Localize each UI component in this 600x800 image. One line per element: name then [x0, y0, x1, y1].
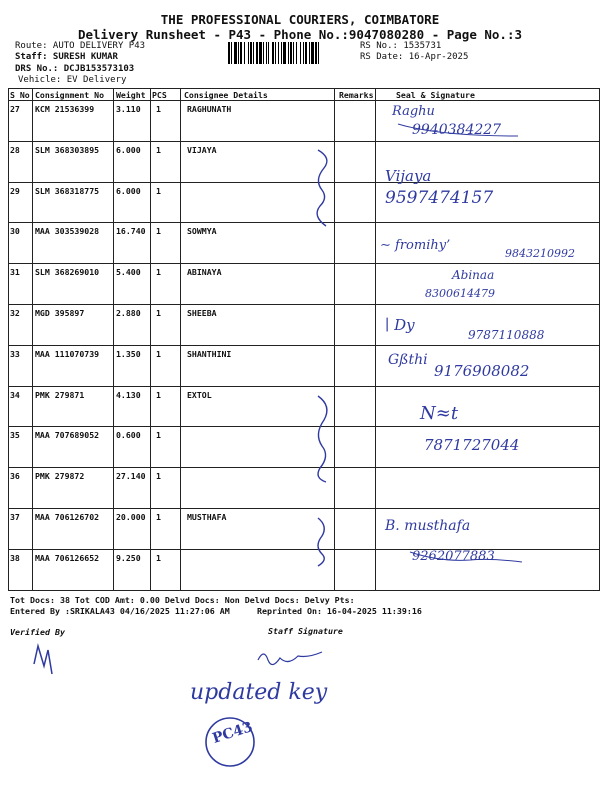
cell-consignment: PMK 279872	[35, 471, 85, 481]
cell-pcs: 1	[156, 553, 161, 563]
cell-weight: 0.600	[116, 430, 141, 440]
stamp-text: PC43	[210, 719, 255, 747]
cell-weight: 1.350	[116, 349, 141, 359]
staff-signature-label: Staff Signature	[268, 626, 343, 636]
cell-sno: 31	[10, 267, 20, 277]
hw-row30-phone: 9843210992	[505, 247, 575, 260]
cell-sno: 32	[10, 308, 20, 318]
cell-pcs: 1	[156, 145, 161, 155]
cell-sno: 29	[10, 186, 20, 196]
col-pcs: PCS	[152, 90, 167, 100]
cell-sno: 27	[10, 104, 20, 114]
hw-row33-sign: Gßthi	[388, 352, 428, 368]
cell-consignee: SOWMYA	[187, 226, 217, 236]
hw-row32-phone: 9787110888	[468, 328, 545, 342]
hw-row27-name: Raghu	[392, 104, 435, 119]
entered-by: Entered By :SRIKALA43 04/16/2025 11:27:06 AM	[10, 606, 230, 616]
verified-by-label: Verified By	[10, 627, 65, 637]
cell-weight: 16.740	[116, 226, 146, 236]
cell-pcs: 1	[156, 349, 161, 359]
cell-consignee: SHEEBA	[187, 308, 217, 318]
reprinted-on: Reprinted On: 16-04-2025 11:39:16	[257, 606, 422, 616]
cell-weight: 5.400	[116, 267, 141, 277]
cell-pcs: 1	[156, 430, 161, 440]
rs-date: RS Date: 16-Apr-2025	[360, 52, 469, 62]
cell-consignee: SHANTHINI	[187, 349, 232, 359]
cell-consignee: VIJAYA	[187, 145, 217, 155]
col-consignee: Consignee Details	[184, 90, 268, 100]
hw-row31-phone: 8300614479	[425, 287, 495, 300]
totals-line: Tot Docs: 38 Tot COD Amt: 0.00 Delvd Docs: Non Delvd Docs: Delvy Pts:	[10, 595, 355, 605]
cell-sno: 34	[10, 390, 20, 400]
cell-consignee: EXTOL	[187, 390, 212, 400]
cell-consignment: PMK 279871	[35, 390, 85, 400]
drs-number: DRS No.: DCJB153573103	[15, 64, 135, 74]
cell-consignment: MAA 707689052	[35, 430, 100, 440]
hw-row35-phone: 7871727044	[424, 436, 520, 454]
cell-consignment: MAA 303539028	[35, 226, 100, 236]
vehicle: Vehicle: EV Delivery	[18, 75, 127, 85]
cell-consignee: ABINAYA	[187, 267, 222, 277]
cell-consignee: RAGHUNATH	[187, 104, 232, 114]
cell-pcs: 1	[156, 186, 161, 196]
cell-sno: 36	[10, 471, 20, 481]
hw-row29-name: Vijaya	[385, 167, 432, 185]
hw-row33-phone: 9176908082	[434, 362, 530, 380]
hw-row32-sign: ∣ Dy	[385, 316, 415, 334]
cell-pcs: 1	[156, 104, 161, 114]
cell-sno: 30	[10, 226, 20, 236]
hw-row29-phone: 9597474157	[385, 188, 494, 208]
rs-number: RS No.: 1535731	[360, 41, 442, 51]
hw-row37-name: B. musthafa	[385, 518, 471, 534]
cell-consignment: KCM 21536399	[35, 104, 95, 114]
cell-sno: 28	[10, 145, 20, 155]
cell-pcs: 1	[156, 226, 161, 236]
cell-weight: 3.110	[116, 104, 141, 114]
cell-pcs: 1	[156, 471, 161, 481]
cell-consignment: MAA 706126652	[35, 553, 100, 563]
cell-sno: 38	[10, 553, 20, 563]
cell-consignment: SLM 368303895	[35, 145, 100, 155]
cell-weight: 4.130	[116, 390, 141, 400]
col-weight: Weight	[116, 90, 146, 100]
cell-consignment: MGD 395897	[35, 308, 85, 318]
hw-row34-sign: N≈t	[420, 403, 459, 424]
company-title: THE PROFESSIONAL COURIERS, COIMBATORE	[160, 12, 440, 27]
hw-row37-phone: 9262077883	[412, 549, 495, 564]
cell-pcs: 1	[156, 308, 161, 318]
runsheet-subtitle: Delivery Runsheet - P43 - Phone No.:9047080280 - Page No.:3	[77, 27, 522, 42]
cell-pcs: 1	[156, 390, 161, 400]
cell-weight: 27.140	[116, 471, 146, 481]
hw-row27-phone: 9940384227	[412, 122, 502, 138]
col-signature: Seal & Signature	[396, 90, 475, 100]
cell-pcs: 1	[156, 512, 161, 522]
hw-row30-sign: ∼ fromihy’	[380, 238, 451, 253]
cell-consignment: SLM 368318775	[35, 186, 100, 196]
cell-weight: 6.000	[116, 186, 141, 196]
cell-weight: 2.880	[116, 308, 141, 318]
cell-weight: 20.000	[116, 512, 146, 522]
cell-pcs: 1	[156, 267, 161, 277]
cell-consignment: SLM 368269010	[35, 267, 100, 277]
cell-consignee: MUSTHAFA	[187, 512, 227, 522]
hw-updated-key: updated key	[190, 680, 328, 705]
cell-sno: 35	[10, 430, 20, 440]
col-consignment: Consignment No	[35, 90, 105, 100]
cell-weight: 6.000	[116, 145, 141, 155]
cell-sno: 33	[10, 349, 20, 359]
route: Route: AUTO DELIVERY P43	[15, 41, 146, 51]
col-sno: S No	[10, 90, 30, 100]
cell-sno: 37	[10, 512, 20, 522]
cell-weight: 9.250	[116, 553, 141, 563]
cell-consignment: MAA 706126702	[35, 512, 100, 522]
col-remarks: Remarks	[339, 90, 374, 100]
staff: Staff: SURESH KUMAR	[15, 52, 118, 62]
cell-consignment: MAA 111070739	[35, 349, 100, 359]
hw-row31-name: Abinaa	[452, 268, 495, 282]
